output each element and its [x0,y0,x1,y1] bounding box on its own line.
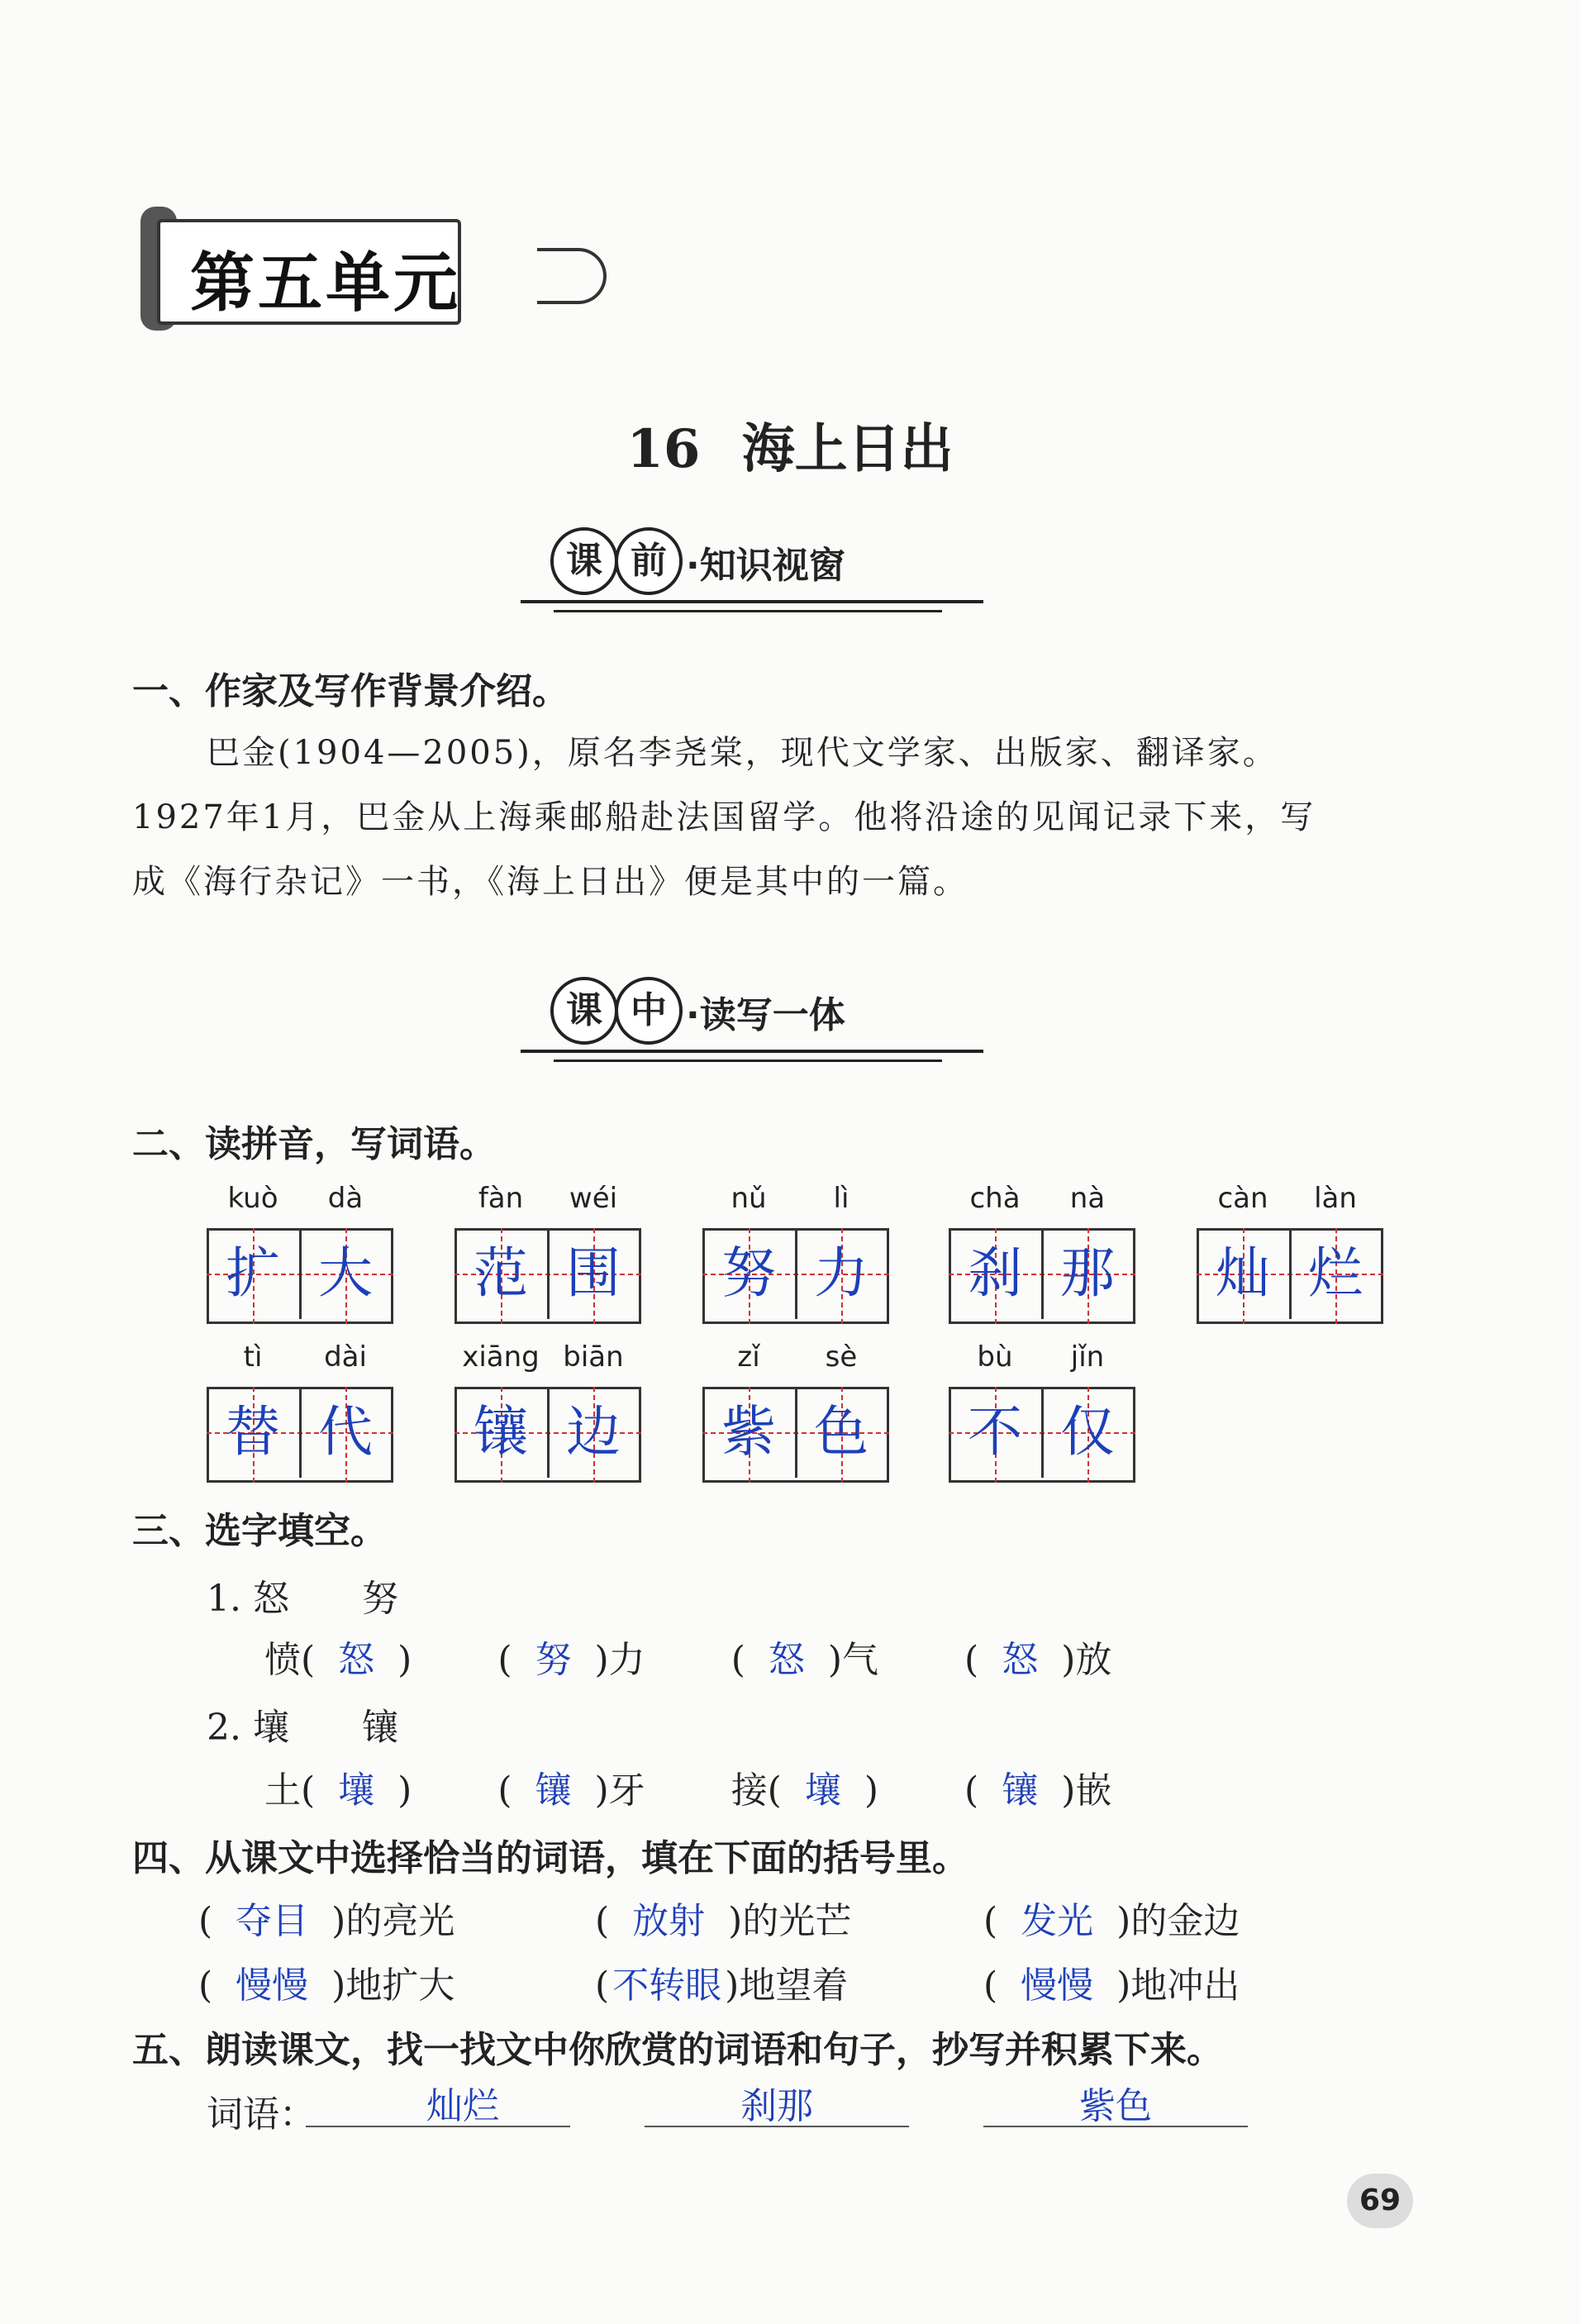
word-grid [702,1182,891,1347]
answer-char: 那 [1060,1241,1115,1305]
section-circle-1: 课 [550,977,618,1045]
word-grid [949,1182,1137,1347]
answer-char: 大 [318,1241,373,1305]
answer-char: 围 [566,1241,621,1305]
scroll-roll-right [537,248,607,304]
pinyin: dài [324,1341,367,1374]
q5-answer-3: 紫色 [1079,2085,1152,2127]
word-grid [702,1341,891,1506]
answer-char: 不 [968,1400,1022,1464]
q4-item-4: ( 慢慢 )地扩大 [198,1964,455,2007]
q1-line1: 巴金(1904—2005)，原名李尧棠，现代文学家、出版家、翻译家。 [207,734,1278,772]
word-grid [207,1182,395,1347]
q3-group2-row: 土( 壤 ) ( 镶 )牙 接( 壤 ) ( 镶 )嵌 [264,1769,1112,1812]
section-circle-2: 中 [615,977,683,1045]
q1-line3: 成《海行杂记》一书，《海上日出》便是其中的一篇。 [132,863,968,901]
pinyin: tì [243,1341,263,1374]
q3-title: 三、选字填空。 [132,1510,387,1552]
q2-title: 二、读拼音，写词语。 [132,1123,496,1165]
q3-group1-row: 愤( 怒 ) ( 努 )力 ( 怒 )气 ( 怒 )放 [264,1639,1112,1681]
answer-char: 力 [814,1241,869,1305]
q4-item-2: ( 放射 )的光芒 [595,1900,852,1942]
unit-title: 第五单元 [190,245,462,321]
q5-label: 词语： [207,2093,316,2136]
word-grid [1197,1182,1385,1347]
pinyin: dà [327,1182,364,1215]
pinyin: jǐn [1070,1341,1105,1374]
pinyin: lì [833,1182,849,1215]
answer-char: 镶 [474,1400,528,1464]
answer-char: 仅 [1060,1400,1115,1464]
pinyin: fàn [478,1182,524,1215]
q3-group2-label: 2. 壤 镶 [207,1707,398,1749]
lesson-number: 16 [626,418,701,480]
answer-char: 烂 [1308,1241,1363,1305]
q5-title: 五、朗读课文，找一找文中你欣赏的词语和句子，抄写并积累下来。 [132,2029,1223,2071]
lesson-name: 海上日出 [741,418,954,480]
pinyin: xiāng [462,1341,540,1374]
answer-line [645,2126,909,2127]
q1-title: 一、作家及写作背景介绍。 [132,670,569,712]
q4-title: 四、从课文中选择恰当的词语，填在下面的括号里。 [132,1837,968,1879]
word-grid [454,1341,643,1506]
answer-char: 刹 [968,1241,1022,1305]
pinyin: nà [1069,1182,1106,1215]
pinyin: kuò [227,1182,278,1215]
q3-group1-label: 1. 怒 努 [207,1578,398,1620]
q1-line2: 1927年1月，巴金从上海乘邮船赴法国留学。他将沿途的见闻记录下来，写 [132,798,1316,836]
answer-line [306,2126,570,2127]
section-header-mid [521,977,1099,1076]
answer-char: 边 [566,1400,621,1464]
answer-line [983,2126,1248,2127]
section-label: ·读写一体 [686,994,845,1036]
divider [521,1050,983,1053]
q4-item-3: ( 发光 )的金边 [983,1900,1240,1942]
answer-char: 替 [226,1400,280,1464]
word-grid [207,1341,395,1506]
pinyin: biān [563,1341,624,1374]
q4-item-5: (不转眼)地望着 [595,1964,849,2007]
page-number: 69 [1347,2174,1413,2228]
pinyin: nǔ [731,1182,767,1215]
divider [554,1060,942,1062]
answer-char: 紫 [721,1400,776,1464]
answer-char: 灿 [1216,1241,1270,1305]
pinyin: càn [1217,1182,1268,1215]
q5-answer-2: 刹那 [740,2085,813,2127]
answer-char: 努 [721,1241,776,1305]
section-label: ·知识视窗 [686,545,845,587]
answer-char: 色 [814,1400,869,1464]
answer-char: 代 [318,1400,373,1464]
pinyin: chà [969,1182,1021,1215]
section-header-pre [521,527,1099,626]
pinyin: wéi [569,1182,618,1215]
divider [521,600,983,603]
pinyin: làn [1314,1182,1357,1215]
q5-answer-1: 灿烂 [426,2085,499,2127]
section-circle-1: 课 [550,527,618,595]
divider [554,610,942,612]
word-grid [454,1182,643,1347]
word-grid [949,1341,1137,1506]
pinyin: sè [825,1341,858,1374]
pinyin: bù [977,1341,1013,1374]
q4-item-6: ( 慢慢 )地冲出 [983,1964,1240,2007]
answer-char: 扩 [226,1241,280,1305]
unit-banner [124,198,504,339]
pinyin: zǐ [737,1341,760,1374]
lesson-title [0,407,1580,483]
q4-item-1: ( 夺目 )的亮光 [198,1900,455,1942]
section-circle-2: 前 [615,527,683,595]
answer-char: 范 [474,1241,528,1305]
